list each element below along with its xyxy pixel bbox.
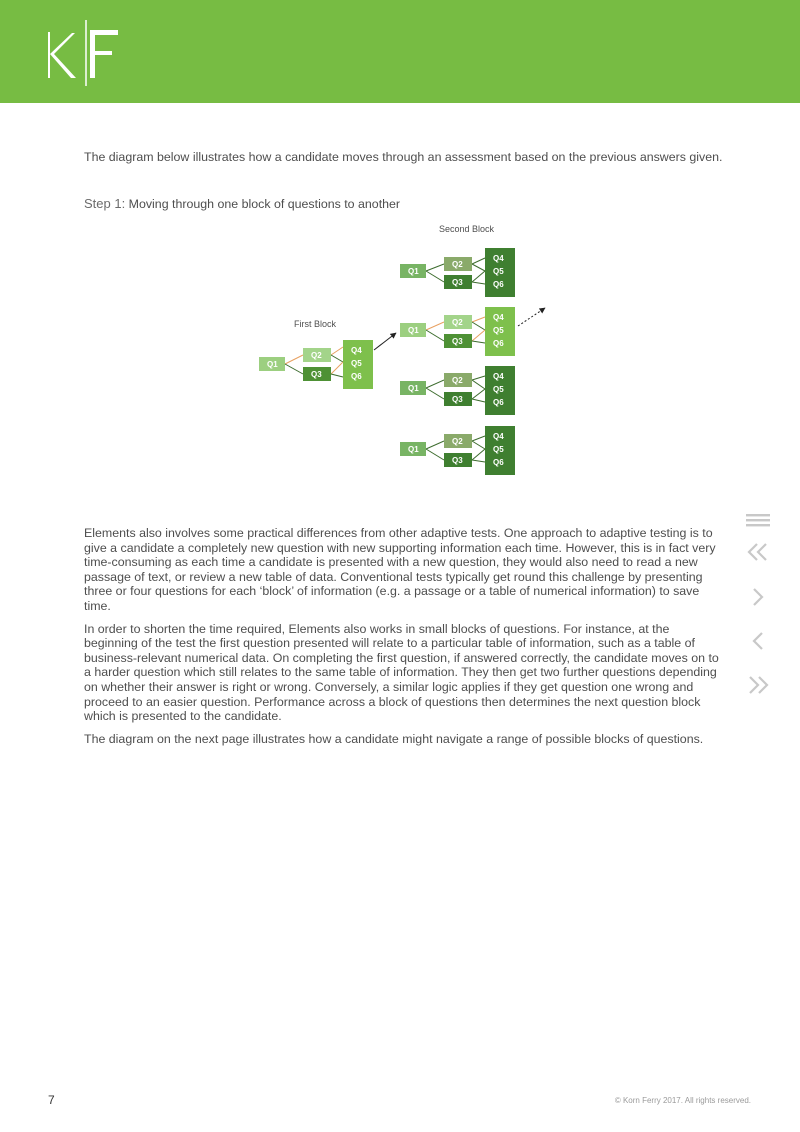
- q2-label: Q2: [311, 351, 322, 360]
- chevron-right-icon: [750, 587, 766, 607]
- double-chevron-left-icon: [746, 542, 770, 562]
- q2-label: Q2: [452, 318, 463, 327]
- step-text: Moving through one block of questions to another: [125, 197, 401, 211]
- q1-label: Q1: [267, 360, 278, 369]
- paragraph-3: The diagram on the next page illustrates how a candidate might navigate a range of possible blocks of questions.: [84, 731, 704, 746]
- q2-label: Q2: [452, 376, 463, 385]
- adaptive-block-diagram: [0, 218, 800, 480]
- q2-label: Q2: [452, 260, 463, 269]
- paragraph-2: In order to shorten the time required, Elements also works in small blocks of questions. For instance, at the beginning of the test the first question presented will relate to a particular table of information, such as a table of business-relevant numerical data. On completing the first question, if answered correctly, the candidate moves on to a harder question which still relates to the same table of information. They then get two further questions depending on whether their answer is right or wrong. Conversely, a similar logic applies if they get question one wrong and proceed to an easier question. Performance across a block of questions then determines the next question block which is presented to the candidate.: [84, 621, 719, 724]
- q6-label: Q6: [493, 398, 504, 407]
- q5-label: Q5: [493, 326, 504, 335]
- step-label: Step 1:: [84, 196, 126, 211]
- second-block-option-2: [400, 307, 515, 356]
- second-block-option-1: [400, 248, 515, 297]
- q3-label: Q3: [452, 456, 463, 465]
- q3-label: Q3: [311, 370, 322, 379]
- q3-label: Q3: [452, 395, 463, 404]
- menu-button[interactable]: [740, 505, 776, 535]
- chevron-left-icon: [750, 631, 766, 651]
- menu-icon: [746, 512, 770, 528]
- kf-logo-icon: [46, 18, 126, 88]
- q5-label: Q5: [493, 445, 504, 454]
- q5-label: Q5: [351, 359, 362, 368]
- q1-label: Q1: [408, 267, 419, 276]
- q1-label: Q1: [408, 445, 419, 454]
- q5-label: Q5: [493, 267, 504, 276]
- body-text: [84, 526, 724, 754]
- q2-label: Q2: [452, 437, 463, 446]
- block-transition-arrow: [374, 333, 396, 350]
- first-page-button[interactable]: [740, 537, 776, 567]
- q6-label: Q6: [493, 280, 504, 289]
- intro-paragraph: The diagram below illustrates how a candidate moves through an assessment based on the previous answers given.: [84, 150, 723, 164]
- page-header: [0, 0, 800, 103]
- q4-label: Q4: [493, 254, 504, 263]
- first-block-label: First Block: [294, 319, 337, 329]
- q4-label: Q4: [351, 346, 362, 355]
- second-block-label: Second Block: [439, 224, 495, 234]
- q3-label: Q3: [452, 278, 463, 287]
- second-block-option-4: [400, 426, 515, 475]
- next-block-arrow: [518, 308, 545, 326]
- second-block-option-3: [400, 366, 515, 415]
- q4-label: Q4: [493, 372, 504, 381]
- q1-label: Q1: [408, 326, 419, 335]
- q6-label: Q6: [351, 372, 362, 381]
- q4-label: Q4: [493, 313, 504, 322]
- double-chevron-right-icon: [746, 675, 770, 695]
- step-heading: [84, 196, 400, 211]
- q6-label: Q6: [493, 458, 504, 467]
- previous-page-button[interactable]: [740, 626, 776, 656]
- copyright-notice: © Korn Ferry 2017. All rights reserved.: [614, 1096, 751, 1105]
- page-number: 7: [48, 1093, 55, 1107]
- next-page-button[interactable]: [740, 582, 776, 612]
- q4-label: Q4: [493, 432, 504, 441]
- first-block: [259, 340, 373, 389]
- q5-label: Q5: [493, 385, 504, 394]
- q1-label: Q1: [408, 384, 419, 393]
- last-page-button[interactable]: [740, 670, 776, 700]
- q6-label: Q6: [493, 339, 504, 348]
- paragraph-1: Elements also involves some practical differences from other adaptive tests. One approach to adaptive testing is to give a candidate a completely new question with new supporting information each time. However, this is in fact very time-consuming as each time a candidate is presented with a new question, they would also need to read a new passage of text, or review a new table of data. Conventional tests typically get round this challenge by presenting three or four questions for each ‘block’ of information (e.g. a passage or a table of numerical information) to save time.: [84, 526, 716, 613]
- q3-label: Q3: [452, 337, 463, 346]
